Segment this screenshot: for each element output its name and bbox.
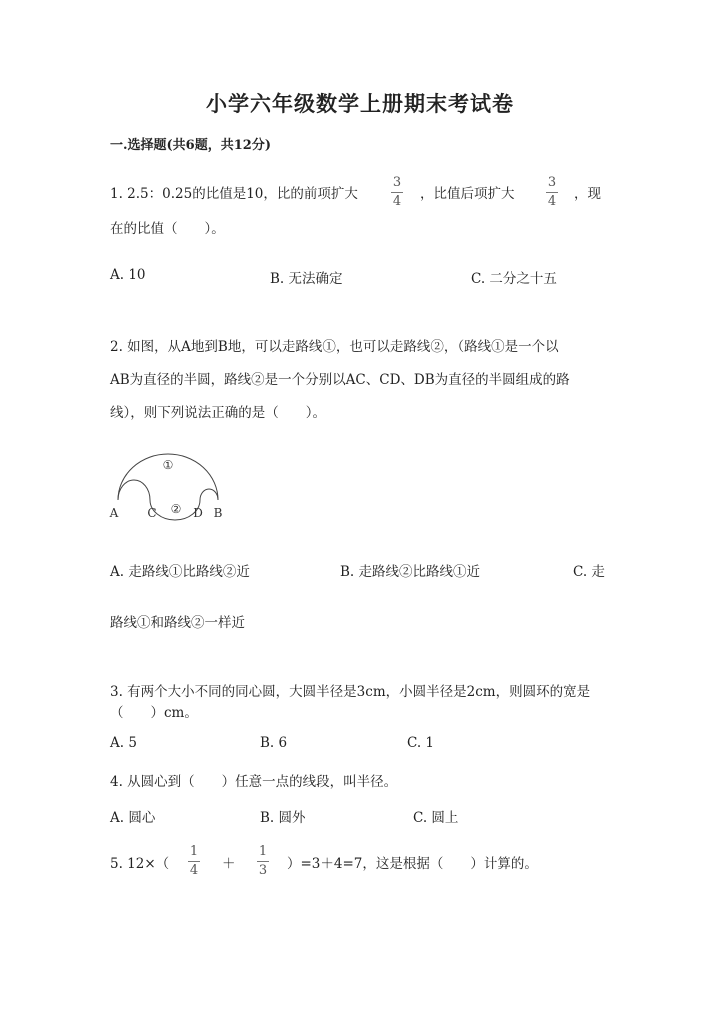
point-a-label: A <box>109 506 119 520</box>
q3-option-c: C. 1 <box>407 735 435 751</box>
q3-text-line1: 3. 有两个大小不同的同心圆，大圆半径是3cm，小圆半径是2cm，则圆环的宽是 <box>110 684 591 700</box>
route1-label: ① <box>162 458 174 472</box>
q1-text-part1: 1. 2.5：0.25的比值是10，比的前项扩大 <box>110 186 358 202</box>
q1-text-part3: ，现 <box>574 186 601 202</box>
q1-option-b: B. 无法确定 <box>270 271 343 287</box>
q4-option-c: C. 圆上 <box>413 810 459 826</box>
q5-text-part1: 5. 12×（ <box>110 856 170 872</box>
q1-text-line2: 在的比值（ ）。 <box>110 221 225 237</box>
q2-text-line3: 线），则下列说法正确的是（ ）。 <box>110 405 326 421</box>
q3-option-a: A. 5 <box>110 735 137 751</box>
q1-option-a: A. 10 <box>110 267 146 283</box>
q2-text-line1: 2. 如图，从A地到B地，可以走路线①，也可以走路线②，（路线①是一个以 <box>110 339 559 355</box>
semicircle-route-figure <box>100 445 240 525</box>
route2-semicircle-ac <box>118 480 150 500</box>
section-heading: 一.选择题(共6题，共12分) <box>110 138 271 153</box>
q2-option-c-continued: 路线①和路线②一样近 <box>110 615 245 631</box>
q2-option-c: C. 走 <box>573 564 605 580</box>
q1-fraction-2-numerator: 3 <box>547 175 557 190</box>
route2-semicircle-db <box>200 489 218 500</box>
point-b-label: B <box>213 506 223 520</box>
q1-fraction-2 <box>541 176 563 209</box>
q1-fraction-1 <box>386 176 408 209</box>
point-c-label: C <box>147 506 157 520</box>
q1-fraction-1-numerator: 3 <box>392 175 402 190</box>
q5-fraction-1 <box>183 845 205 878</box>
q2-option-b: B. 走路线②比路线①近 <box>340 564 481 580</box>
q1-fraction-1-denominator: 4 <box>392 194 402 209</box>
q5-plus-sign: ＋ <box>222 856 236 872</box>
q5-fraction-2-numerator: 1 <box>258 844 268 859</box>
q3-text-line2: （ ）cm。 <box>110 705 198 721</box>
q5-fraction-1-denominator: 4 <box>189 863 199 878</box>
q5-fraction-1-numerator: 1 <box>189 844 199 859</box>
q2-option-a: A. 走路线①比路线②近 <box>110 564 250 580</box>
q5-fraction-2-denominator: 3 <box>258 863 268 878</box>
q4-text-line1: 4. 从圆心到（ ）任意一点的线段，叫半径。 <box>110 774 398 790</box>
q4-option-a: A. 圆心 <box>110 810 156 826</box>
route2-label: ② <box>170 502 182 516</box>
point-d-label: D <box>193 506 203 520</box>
q1-option-c: C. 二分之十五 <box>471 271 557 287</box>
q3-option-b: B. 6 <box>260 735 288 751</box>
page-title: 小学六年级数学上册期末考试卷 <box>206 91 514 116</box>
q1-text-part2: ，比值后项扩大 <box>420 186 515 202</box>
q5-fraction-2 <box>252 845 274 878</box>
q2-text-line2: AB为直径的半圆，路线②是一个分别以AC、CD、DB为直径的半圆组成的路 <box>110 372 570 388</box>
q4-option-b: B. 圆外 <box>260 810 306 826</box>
q1-fraction-2-denominator: 4 <box>547 194 557 209</box>
q5-text-part2: ）=3＋4=7，这是根据（ ）计算的。 <box>287 856 538 872</box>
